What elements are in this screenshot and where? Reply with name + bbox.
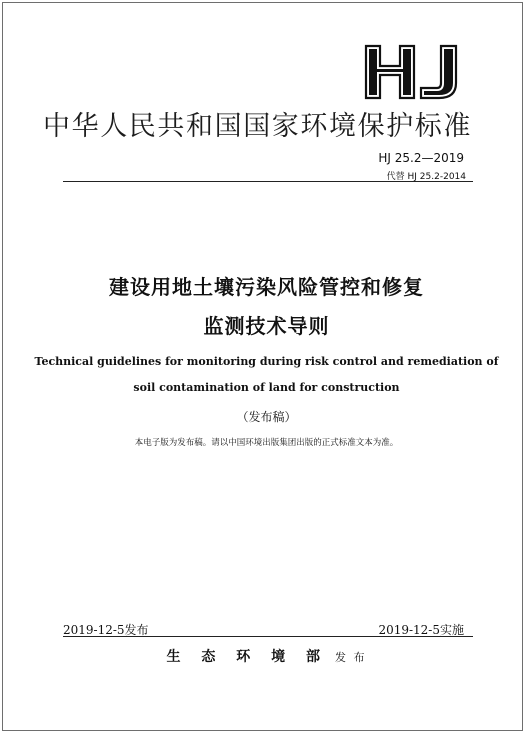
issue-date: 2019-12-5发布 xyxy=(63,623,149,637)
replaces-note: 代替 HJ 25.2-2014 xyxy=(386,172,466,182)
hj-logo xyxy=(363,43,467,105)
implement-date: 2019-12-5实施 xyxy=(378,623,464,637)
standard-number: HJ 25.2—2019 xyxy=(378,151,464,165)
edition-note: 本电子版为发布稿。请以中国环境出版集团出版的正式标准文本为准。 xyxy=(134,438,399,448)
draft-label: （发布稿） xyxy=(236,410,297,424)
title-cn-line1: 建设用地土壤污染风险管控和修复 xyxy=(109,275,424,299)
top-divider xyxy=(63,181,473,182)
document-page xyxy=(2,2,523,731)
publisher-name: 生 态 环 境 部 xyxy=(166,649,328,665)
title-en-line1: Technical guidelines for monitoring during risk control and remediation of xyxy=(34,355,499,368)
publisher xyxy=(3,646,527,666)
title-en-line2: soil contamination of land for construction xyxy=(133,381,400,394)
hj-logo-graphic xyxy=(363,43,467,101)
bottom-divider xyxy=(63,636,473,637)
title-cn-line2: 监测技术导则 xyxy=(203,314,330,338)
publisher-suffix: 发 布 xyxy=(335,651,367,664)
org-title: 中华人民共和国国家环境保护标准 xyxy=(43,111,472,142)
